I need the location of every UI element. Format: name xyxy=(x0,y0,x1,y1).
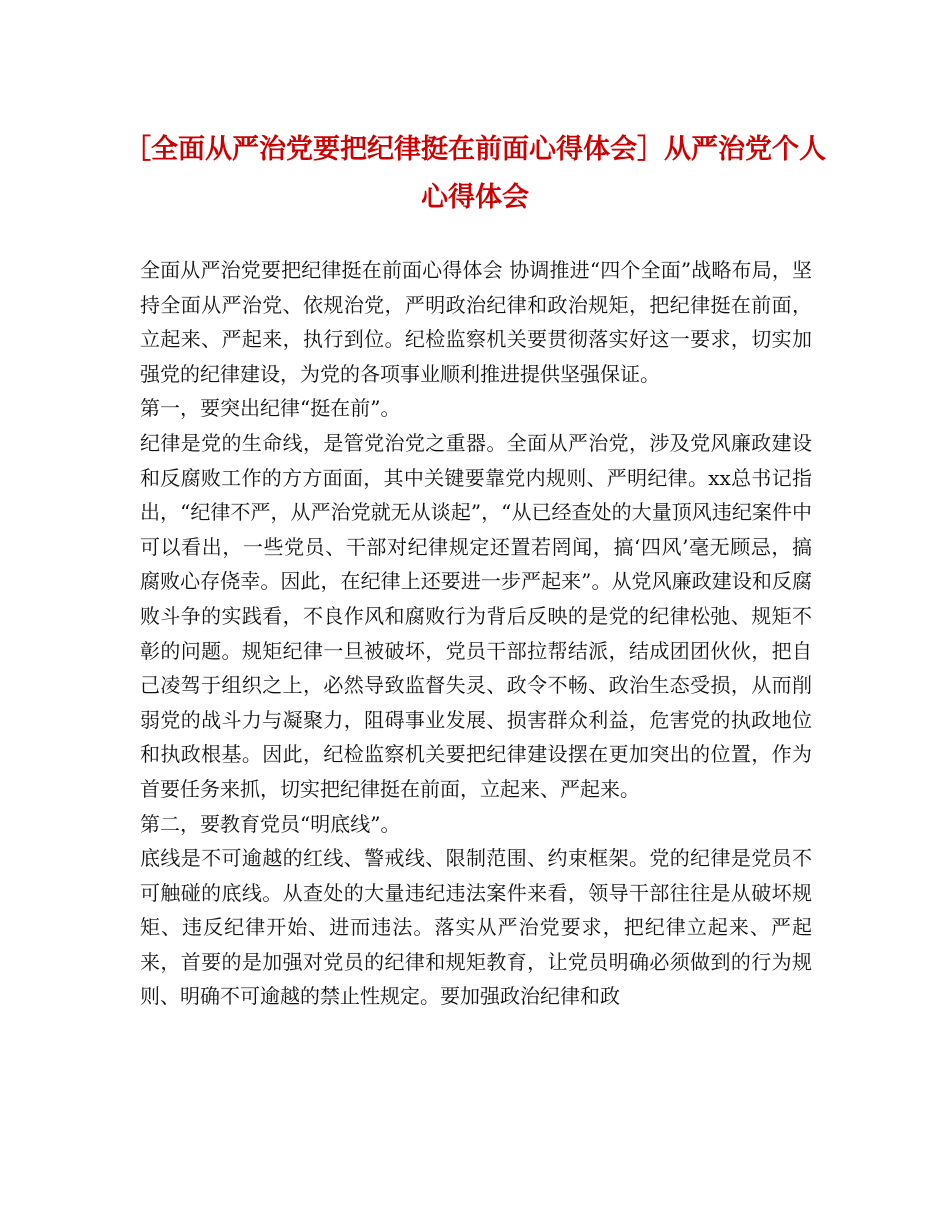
paragraph-intro: 全面从严治党要把纪律挺在前面心得体会 协调推进“四个全面”战略布局，坚持全面从严治党、依规治党，严明政治纪律和政治规矩，把纪律挺在前面，立起来、严起来，执行到位。纪检监察机关要贯彻落实好这一要求，切实加强党的纪律建设，为党的各项事业顺利推进提供坚强保证。 xyxy=(140,258,812,386)
document-title: ［全面从严治党要把纪律挺在前面心得体会］从严治党个人心得体会 xyxy=(124,134,826,213)
document-body xyxy=(140,253,812,1014)
heading-first-point: 第一，要突出纪律“挺在前”。 xyxy=(140,396,401,421)
paragraph-second-point: 底线是不可逾越的红线、警戒线、限制范围、约束框架。党的纪律是党员不可触碰的底线。从查处的大量违纪违法案件来看，领导干部往往是从破坏规矩、违反纪律开始、进而违法。落实从严治党要求，把纪律立起来、严起来，首要的是加强对党员的纪律和规矩教育，让党员明确必须做到的行为规则、明确不可逾越的禁止性规定。要加强政治纪律和政 xyxy=(140,846,812,1009)
paragraph-first-point: 纪律是党的生命线，是管党治党之重器。全面从严治党，涉及党风廉政建设和反腐败工作的方方面面，其中关键要靠党内规则、严明纪律。xx总书记指出，“纪律不严，从严治党就无从谈起”，“从已经查处的大量顶风违纪案件中可以看出，一些党员、干部对纪律规定还置若罔闻，搞‘四风’毫无顾忌，搞腐败心存侥幸。因此，在纪律上还要进一步严起来”。从党风廉政建设和反腐败斗争的实践看，不良作风和腐败行为背后反映的是党的纪律松弛、规矩不彰的问题。规矩纪律一旦被破坏，党员干部拉帮结派，结成团团伙伙，把自己凌驾于组织之上，必然导致监督失灵、政令不畅、政治生态受损，从而削弱党的战斗力与凝聚力，阻碍事业发展、损害群众利益，危害党的执政地位和执政根基。因此，纪检监察机关要把纪律建设摆在更加突出的位置，作为首要任务来抓，切实把纪律挺在前面，立起来、严起来。 xyxy=(140,430,812,801)
heading-second-point: 第二，要教育党员“明底线”。 xyxy=(140,811,401,836)
